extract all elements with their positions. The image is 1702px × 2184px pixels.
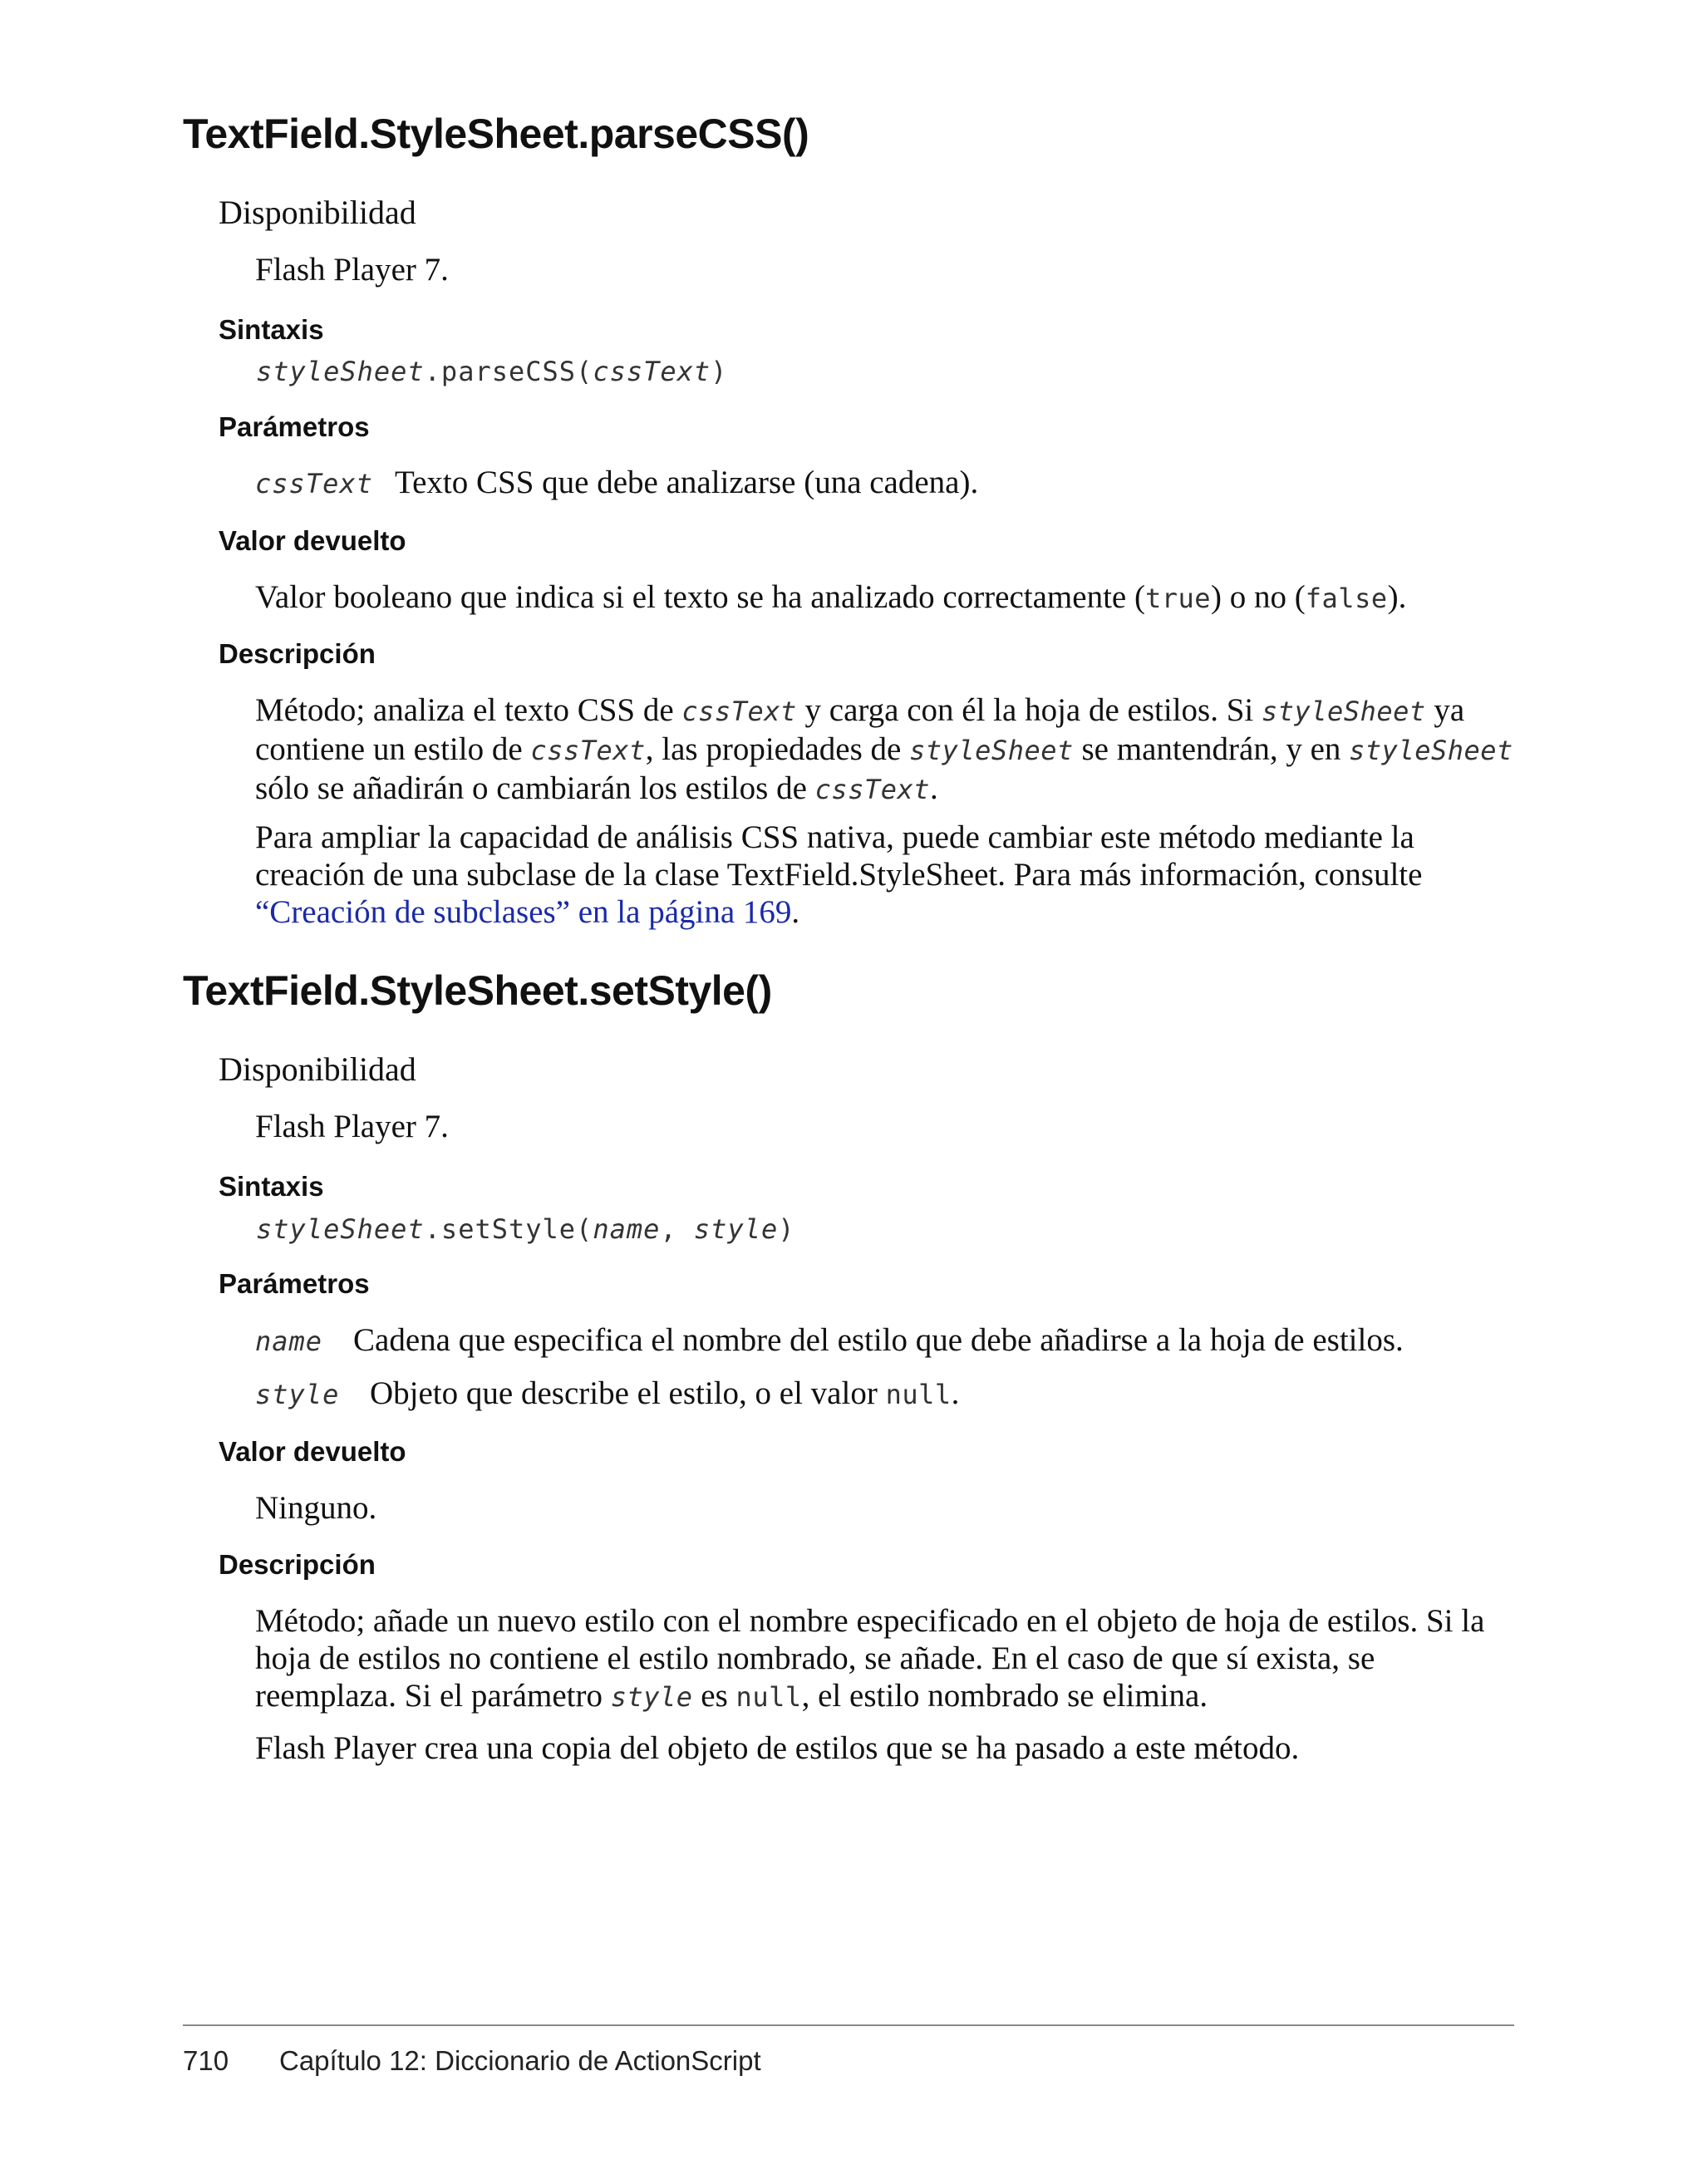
syntax-object: styleSheet [256, 1213, 425, 1245]
cross-reference-link[interactable]: “Creación de subclases” en la página 169 [255, 894, 792, 930]
description-paragraph-1 [255, 691, 1518, 809]
availability-value: Flash Player 7. [255, 1109, 449, 1144]
syntax-method: .setStyle( [424, 1213, 593, 1245]
description-paragraph-2 [255, 819, 1518, 931]
returns-heading: Valor devuelto [219, 1436, 406, 1467]
code-true: true [1144, 583, 1212, 614]
text-run: . [930, 770, 938, 806]
syntax-heading: Sintaxis [219, 314, 324, 345]
text-run: , el estilo nombrado se elimina. [801, 1678, 1208, 1714]
syntax-close: ) [711, 356, 728, 387]
params-heading: Parámetros [219, 1268, 370, 1299]
text-run: ya contiene un estilo de [255, 692, 1465, 767]
code-stylesheet: styleSheet [909, 735, 1074, 766]
syntax-method: .parseCSS( [424, 356, 593, 387]
text-run: Método; añade un nuevo estilo con el nombre especificado en el objeto de hoja de estilos. Si la hoja de estilos no contiene el estilo nombrado, se añade. En el caso de que sí exista, se reemplaza. Si el parámetro [255, 1603, 1485, 1714]
description-paragraph-2: Flash Player crea una copia del objeto de estilos que se ha pasado a este método. [255, 1730, 1300, 1766]
param-row [255, 464, 1518, 503]
text-run: sólo se añadirán o cambiarán los estilos de [255, 770, 815, 806]
chapter-title: Capítulo 12: Diccionario de ActionScript [279, 2045, 761, 2076]
code-stylesheet: styleSheet [1261, 696, 1426, 727]
returns-text-part: ) o no ( [1211, 579, 1306, 615]
text-run: y carga con él la hoja de estilos. Si [796, 692, 1262, 728]
description-paragraph-1 [255, 1602, 1518, 1716]
syntax-argument: style [693, 1213, 779, 1245]
code-csstext: cssText [681, 696, 797, 727]
code-null: null [735, 1681, 802, 1713]
text-run: Método; analiza el texto CSS de [255, 692, 682, 728]
syntax-separator: , [660, 1213, 694, 1245]
text-run: es [692, 1678, 736, 1714]
param-name: cssText [255, 468, 373, 499]
section-title-parsecss: TextField.StyleSheet.parseCSS() [183, 111, 809, 157]
param-row [255, 1375, 1518, 1414]
page-number: 710 [183, 2045, 229, 2076]
syntax-close: ) [778, 1213, 795, 1245]
availability-value: Flash Player 7. [255, 252, 449, 288]
syntax-object: styleSheet [256, 356, 425, 387]
params-heading: Parámetros [219, 411, 370, 442]
availability-label: Disponibilidad [219, 1050, 416, 1088]
syntax-code [256, 1213, 795, 1245]
param-row [255, 1321, 1518, 1360]
returns-text-part: Valor booleano que indica si el texto se ha analizado correctamente ( [255, 579, 1145, 615]
section-title-setstyle: TextField.StyleSheet.setStyle() [183, 967, 772, 1014]
text-run: , las propiedades de [645, 731, 910, 767]
param-name: name [255, 1326, 323, 1357]
returns-heading: Valor devuelto [219, 525, 406, 556]
syntax-code [256, 356, 727, 387]
param-description: Objeto que describe el estilo, o el valor [370, 1375, 886, 1411]
description-heading: Descripción [219, 638, 376, 669]
code-csstext: cssText [814, 774, 931, 805]
param-description: Cadena que especifica el nombre del estilo que debe añadirse a la hoja de estilos. [353, 1322, 1404, 1358]
code-false: false [1305, 583, 1388, 614]
code-null: null [885, 1379, 952, 1410]
text-run: . [791, 894, 800, 930]
returns-text-part: ). [1387, 579, 1407, 615]
syntax-argument: cssText [593, 356, 711, 387]
code-csstext: cssText [530, 735, 646, 766]
text-run: Para ampliar la capacidad de análisis CSS nativa, puede cambiar este método mediante la creación de una subclase de la clase TextField.StyleSheet. Para más información, consulte [255, 819, 1423, 893]
syntax-heading: Sintaxis [219, 1171, 324, 1202]
param-description: . [951, 1375, 960, 1411]
syntax-argument: name [593, 1213, 661, 1245]
footer-rule [183, 2024, 1514, 2026]
text-run: se mantendrán, y en [1073, 731, 1350, 767]
code-stylesheet: styleSheet [1349, 735, 1513, 766]
code-style: style [610, 1681, 693, 1713]
param-description: Texto CSS que debe analizarse (una cadena). [395, 465, 979, 500]
availability-label: Disponibilidad [219, 194, 416, 231]
param-name: style [255, 1379, 340, 1410]
returns-text: Ninguno. [255, 1490, 377, 1526]
description-heading: Descripción [219, 1549, 376, 1580]
returns-text [255, 578, 1518, 617]
